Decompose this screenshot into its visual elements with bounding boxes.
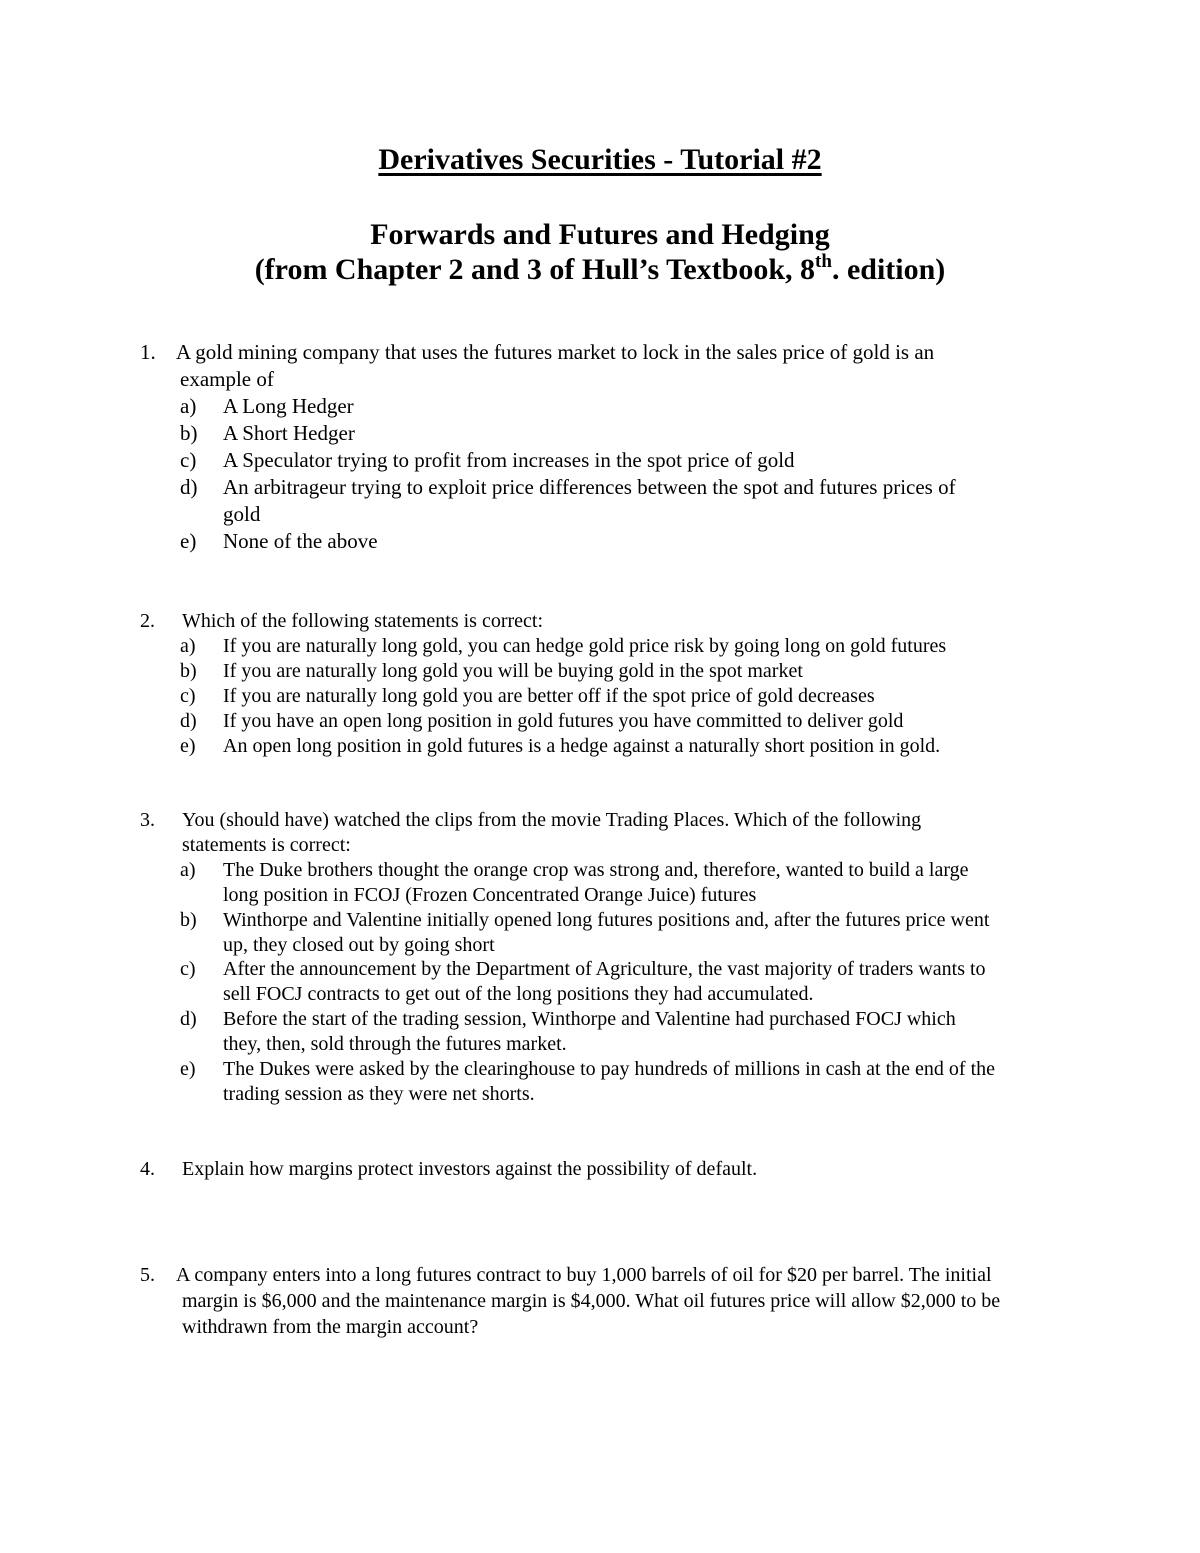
option-text: A Short Hedger [223, 421, 355, 445]
question-stem-line: example of [180, 367, 274, 391]
option-text: long position in FCOJ (Frozen Concentrated Orange Juice) futures [223, 884, 757, 906]
option-letter: a) [180, 635, 196, 657]
option-letter: d) [180, 710, 197, 732]
subtitle-line-2-text: (from Chapter 2 and 3 of Hull’s Textbook, 8 [254, 253, 816, 286]
option-text: If you are naturally long gold you are better off if the spot price of gold decreases [223, 685, 875, 707]
option-text: A Speculator trying to profit from increases in the spot price of gold [223, 448, 795, 472]
option-text: trading session as they were net shorts. [223, 1083, 535, 1105]
option-letter: e) [180, 735, 196, 757]
option-text: sell FOCJ contracts to get out of the long positions they had accumulated. [223, 983, 814, 1005]
option-text: A Long Hedger [223, 394, 354, 418]
question-stem-line: margin is $6,000 and the maintenance margin is $4,000. What oil futures price will allow $2,000 to be [182, 1290, 1001, 1312]
option-letter: a) [180, 859, 196, 881]
option-text: Winthorpe and Valentine initially opened long futures positions and, after the futures price went [223, 909, 990, 931]
option-text: they, then, sold through the futures market. [223, 1033, 567, 1055]
question-stem-line: Which of the following statements is correct: [182, 610, 544, 632]
question-stem-line: Explain how margins protect investors against the possibility of default. [182, 1158, 758, 1180]
option-text: The Duke brothers thought the orange crop was strong and, therefore, wanted to build a large [223, 859, 969, 881]
question-stem-line: withdrawn from the margin account? [182, 1316, 479, 1338]
question-number: 1. [140, 340, 156, 364]
option-letter: e) [180, 1058, 196, 1080]
question-stem-line: A gold mining company that uses the futures market to lock in the sales price of gold is an [176, 340, 935, 364]
option-text: If you are naturally long gold you will be buying gold in the spot market [223, 660, 803, 682]
question-number: 4. [140, 1158, 155, 1180]
option-letter: b) [180, 909, 197, 931]
option-letter: c) [180, 448, 197, 472]
option-letter: b) [180, 421, 198, 445]
option-letter: d) [180, 475, 198, 499]
page-title: Derivatives Securities - Tutorial #2 [378, 143, 822, 176]
subtitle-line-2 [0, 251, 1200, 289]
option-text: Before the start of the trading session, Winthorpe and Valentine had purchased FOCJ which [223, 1008, 956, 1030]
question-number: 2. [140, 610, 155, 632]
subtitle-superscript: th [815, 251, 832, 272]
question-number: 5. [140, 1264, 155, 1286]
subtitle-line-1: Forwards and Futures and Hedging [370, 218, 830, 251]
subtitle-line-2-end: . edition) [831, 253, 946, 286]
option-text: After the announcement by the Department of Agriculture, the vast majority of traders wants to [223, 958, 986, 980]
option-text: gold [223, 502, 261, 526]
option-text: An arbitrageur trying to exploit price differences between the spot and futures prices of [223, 475, 956, 499]
question-stem-line: You (should have) watched the clips from the movie Trading Places. Which of the following [182, 809, 922, 831]
option-letter: d) [180, 1008, 197, 1030]
option-text: If you have an open long position in gold futures you have committed to deliver gold [223, 710, 904, 732]
option-letter: c) [180, 958, 196, 980]
option-text: If you are naturally long gold, you can hedge gold price risk by going long on gold futures [223, 635, 947, 657]
option-letter: b) [180, 660, 197, 682]
option-text: up, they closed out by going short [223, 934, 495, 956]
option-text: The Dukes were asked by the clearinghouse to pay hundreds of millions in cash at the end of the [223, 1058, 996, 1080]
question-number: 3. [140, 809, 155, 831]
question-stem-line: statements is correct: [182, 834, 351, 856]
option-text: An open long position in gold futures is a hedge against a naturally short position in gold. [223, 735, 941, 757]
option-letter: c) [180, 685, 196, 707]
option-letter: e) [180, 529, 197, 553]
option-letter: a) [180, 394, 197, 418]
option-text: None of the above [223, 529, 378, 553]
question-stem-line: A company enters into a long futures contract to buy 1,000 barrels of oil for $20 per barrel. The initial [176, 1264, 992, 1286]
